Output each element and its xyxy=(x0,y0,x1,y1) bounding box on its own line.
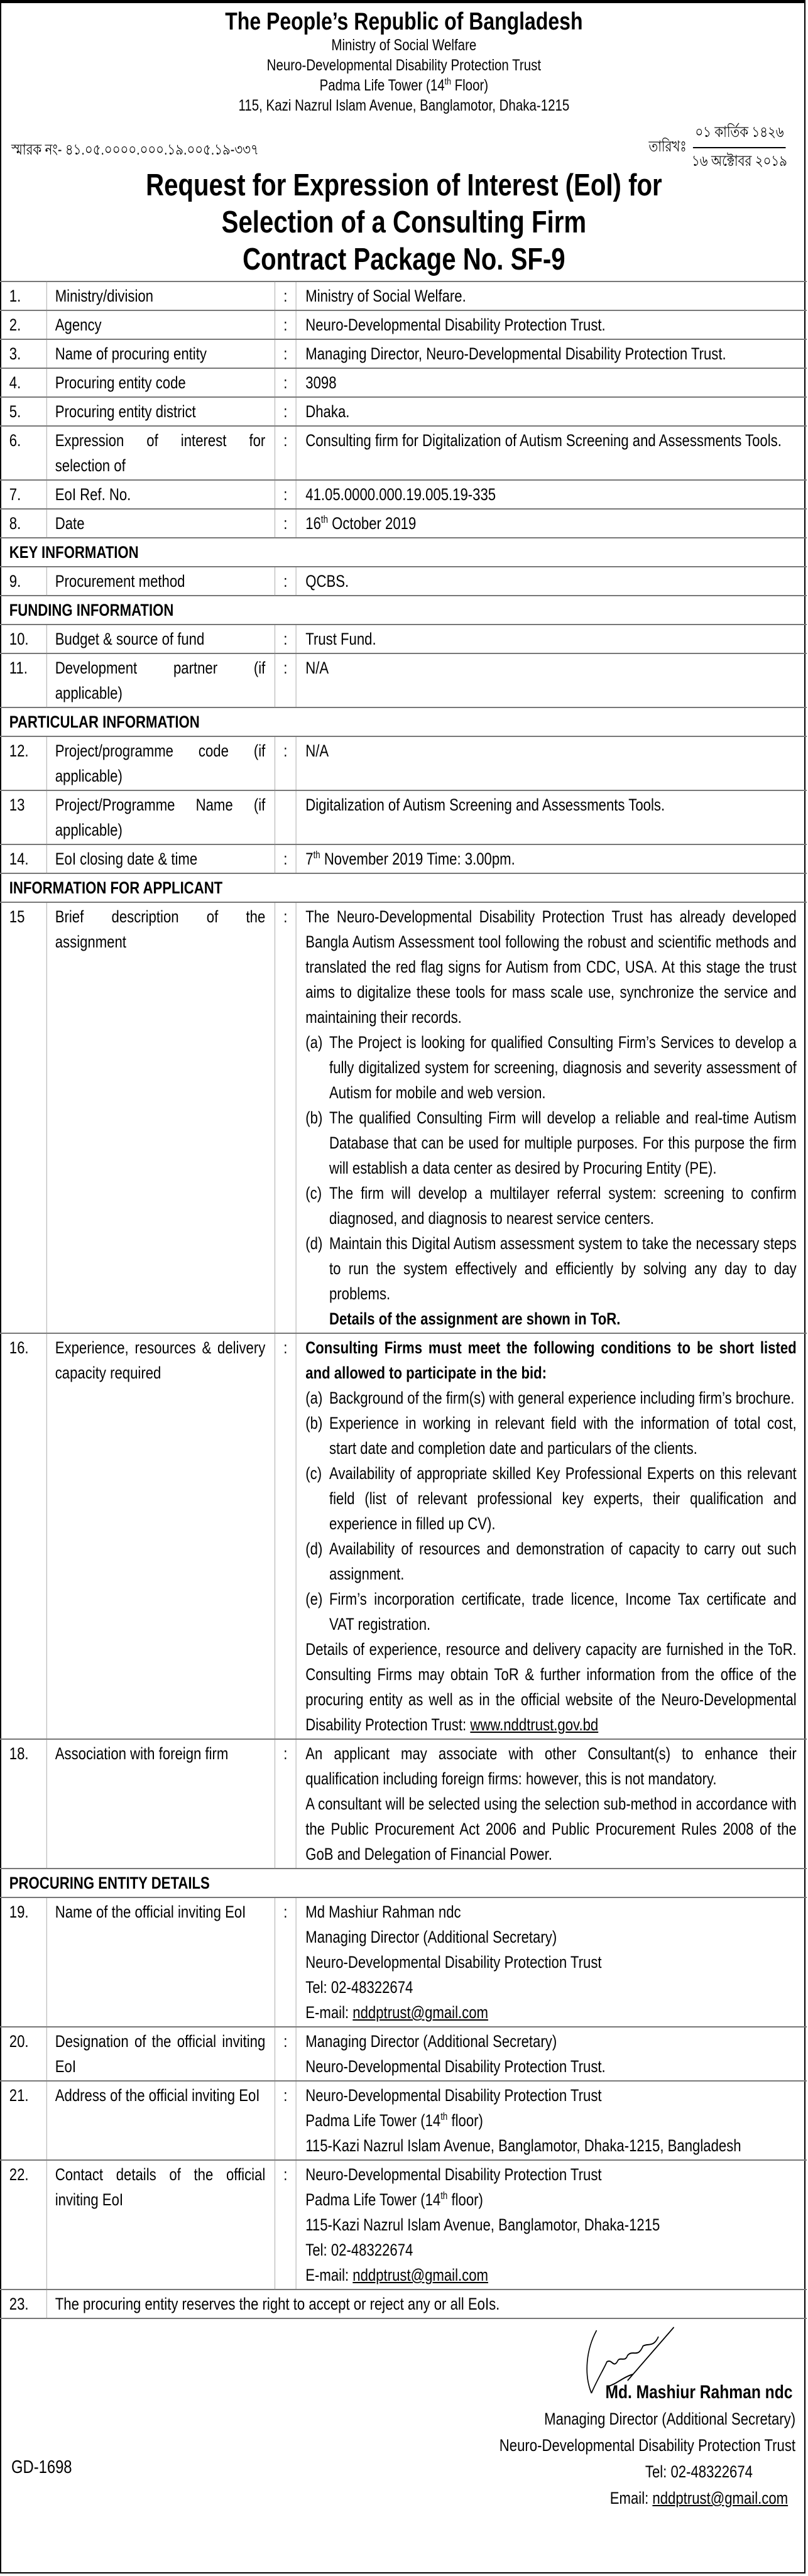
list-marker: (a) xyxy=(305,1033,323,1052)
row-value xyxy=(296,2160,807,2289)
list-item xyxy=(305,1030,796,1105)
section-header-row xyxy=(0,873,807,902)
row-label: Agency xyxy=(46,310,275,339)
colon xyxy=(275,790,296,844)
row-number: 1. xyxy=(0,281,46,310)
text: Consulting firm for Digitalization of Autism Screening and Assessments Tools. xyxy=(305,431,782,450)
table-row xyxy=(0,625,807,653)
row-number: 22. xyxy=(0,2160,46,2289)
text: Maintain this Digital Autism assessment system to take the necessary steps to run the system effectively and efficiently by solving any day to day problems. xyxy=(329,1234,797,1303)
colon: : xyxy=(275,310,296,339)
paragraph xyxy=(305,312,796,337)
row-value xyxy=(296,2081,807,2160)
paragraph xyxy=(305,792,796,817)
page-title xyxy=(0,167,808,278)
paragraph xyxy=(305,2083,796,2108)
list-marker: (e) xyxy=(305,1590,323,1608)
row-label: Date xyxy=(46,509,275,538)
list-marker: (b) xyxy=(305,1108,323,1127)
list-item xyxy=(305,1385,796,1411)
row-label: Name of the official inviting EoI xyxy=(46,1897,275,2027)
colon: : xyxy=(275,368,296,397)
paragraph xyxy=(305,1637,796,1737)
paragraph xyxy=(305,2162,796,2187)
email-link[interactable]: nddptrust@gmail.com xyxy=(652,2489,789,2508)
colon: : xyxy=(275,1739,296,1869)
paragraph xyxy=(305,2237,796,2262)
text: Managing Director (Additional Secretary) xyxy=(305,1928,557,1946)
paragraph xyxy=(305,2187,796,2212)
superscript: th xyxy=(440,2190,448,2202)
text: Availability of resources and demonstration of capacity to carry out such assignment. xyxy=(329,1539,797,1583)
section-title: FUNDING INFORMATION xyxy=(0,596,807,625)
text: 115-Kazi Nazrul Islam Avenue, Banglamotor, Dhaka-1215 xyxy=(305,2215,660,2234)
title-line-2: Selection of a Consulting Firm xyxy=(221,205,587,239)
text: 16 xyxy=(305,514,321,533)
trust-name: Neuro-Developmental Disability Protection Trust xyxy=(266,57,542,74)
table-row xyxy=(0,480,807,509)
row-number: 4. xyxy=(0,368,46,397)
row-number: 6. xyxy=(0,426,46,480)
paragraph xyxy=(305,482,796,507)
section-header-row xyxy=(0,707,807,736)
row-value xyxy=(296,1897,807,2027)
table-row xyxy=(0,1739,807,1869)
text: 7 xyxy=(305,849,314,868)
text: Ministry of Social Welfare. xyxy=(305,287,466,305)
row-value xyxy=(296,509,807,538)
row-value xyxy=(296,368,807,397)
colon: : xyxy=(275,426,296,480)
paragraph xyxy=(305,399,796,424)
reference-row xyxy=(0,116,808,171)
row-number: 18. xyxy=(0,1739,46,1869)
list-item xyxy=(305,1181,796,1231)
paragraph xyxy=(305,2133,796,2158)
date-bangla: ০১ কার্তিক ১৪২৬ xyxy=(693,119,786,148)
row-number: 9. xyxy=(0,567,46,596)
row-number: 15 xyxy=(0,902,46,1333)
row-label: Procuring entity district xyxy=(46,397,275,426)
row-label: Address of the official inviting EoI xyxy=(46,2081,275,2160)
colon: : xyxy=(275,509,296,538)
table-row xyxy=(0,310,807,339)
table-row xyxy=(0,844,807,873)
row-label: EoI closing date & time xyxy=(46,844,275,873)
email-label: Email: xyxy=(609,2489,653,2508)
signatory-name: Md. Mashiur Rahman ndc xyxy=(605,2382,793,2403)
text: E-mail: xyxy=(305,2003,353,2022)
row-value xyxy=(296,1333,807,1739)
building-sup: th xyxy=(444,76,451,87)
list-item-text xyxy=(329,1411,797,1461)
table-row xyxy=(0,790,807,844)
row-number: 13 xyxy=(0,790,46,844)
colon: : xyxy=(275,397,296,426)
row-number: 23. xyxy=(0,2289,46,2318)
section-title: PARTICULAR INFORMATION xyxy=(0,707,807,736)
row-number: 12. xyxy=(0,736,46,790)
row-value xyxy=(296,310,807,339)
row-number: 19. xyxy=(0,1897,46,2027)
text: floor) xyxy=(447,2111,483,2130)
paragraph xyxy=(305,511,796,536)
colon: : xyxy=(275,902,296,1333)
paragraph xyxy=(305,1899,796,1924)
row-label: Ministry/division xyxy=(46,281,275,310)
paragraph xyxy=(305,2029,796,2054)
list-item xyxy=(305,1461,796,1536)
table-row xyxy=(0,567,807,596)
text: A consultant will be selected using the selection sub-method in accordance with the Public Procurement Act 2006 and Public Procurement Rules 2008 of the GoB and Delegation of Financial Power. xyxy=(305,1794,797,1864)
table-row xyxy=(0,509,807,538)
text: Details of the assignment are shown in ToR. xyxy=(329,1309,621,1328)
row-label: Association with foreign firm xyxy=(46,1739,275,1869)
row-value xyxy=(296,625,807,653)
row-value xyxy=(296,397,807,426)
row-number: 2. xyxy=(0,310,46,339)
text: Managing Director, Neuro-Developmental Disability Protection Trust. xyxy=(305,344,726,363)
row-label: Procuring entity code xyxy=(46,368,275,397)
row-number: 5. xyxy=(0,397,46,426)
list-marker: (d) xyxy=(305,1234,323,1253)
table-row xyxy=(0,1333,807,1739)
colon: : xyxy=(275,1897,296,2027)
building-end: Floor) xyxy=(450,77,489,94)
text: Neuro-Developmental Disability Protection Trust xyxy=(305,2086,602,2105)
row-label: Project/programme code (if applicable) xyxy=(46,736,275,790)
table-row xyxy=(0,397,807,426)
paragraph xyxy=(305,655,796,680)
row-number: 21. xyxy=(0,2081,46,2160)
list-item-text xyxy=(329,1461,797,1536)
list-item xyxy=(305,1586,796,1637)
row-label: Procurement method xyxy=(46,567,275,596)
text: Dhaka. xyxy=(305,402,350,421)
row-value xyxy=(296,653,807,707)
list-item-text xyxy=(329,1231,797,1306)
list-item-text xyxy=(329,1536,797,1586)
text: 3098 xyxy=(305,373,337,392)
row-value xyxy=(296,902,807,1333)
text: Trust Fund. xyxy=(305,630,376,648)
row-label: Experience, resources & delivery capacity required xyxy=(46,1333,275,1739)
row-label: Development partner (if applicable) xyxy=(46,653,275,707)
row-value xyxy=(296,1739,807,1869)
signatory xyxy=(500,2379,795,2511)
list-item-text xyxy=(329,1181,797,1231)
list-marker: (a) xyxy=(305,1389,323,1407)
row-value xyxy=(296,480,807,509)
colon: : xyxy=(275,281,296,310)
text: Availability of appropriate skilled Key Professional Experts on this relevant field (list of relevant professional key experts, their qualification and experience in filled up CV). xyxy=(329,1464,797,1533)
eoi-table xyxy=(0,281,807,2319)
row-number: 14. xyxy=(0,844,46,873)
table-row xyxy=(0,2289,807,2318)
paragraph xyxy=(305,1950,796,1975)
paragraph xyxy=(305,370,796,395)
paragraph xyxy=(305,283,796,308)
paragraph xyxy=(305,904,796,1030)
row-value xyxy=(296,736,807,790)
table-row xyxy=(0,368,807,397)
superscript: th xyxy=(320,514,328,525)
table-row xyxy=(0,736,807,790)
text: floor) xyxy=(447,2190,483,2209)
list-item xyxy=(305,1411,796,1461)
paragraph xyxy=(305,1741,796,1791)
paragraph xyxy=(305,2212,796,2237)
table-row xyxy=(0,2027,807,2081)
row-label: Project/Programme Name (if applicable) xyxy=(46,790,275,844)
colon: : xyxy=(275,844,296,873)
list-item-text xyxy=(329,1105,797,1181)
superscript: th xyxy=(313,849,320,861)
colon: : xyxy=(275,2160,296,2289)
superscript: th xyxy=(440,2111,448,2122)
text: Neuro-Developmental Disability Protection Trust. xyxy=(305,2057,606,2076)
text: Neuro-Developmental Disability Protection Trust xyxy=(305,2165,602,2184)
paragraph xyxy=(305,2108,796,2133)
text: Details of experience, resource and delivery capacity are furnished in the ToR. Consulting Firms may obtain ToR & further information from the office of the procuring entity as well as in the official website of the Neuro-Developmental Disability Protection Trust: xyxy=(305,1640,797,1734)
gd-code: GD-1698 xyxy=(11,2457,72,2477)
text: Consulting Firms must meet the following conditions to be short listed and allowed to participate in the bid: xyxy=(305,1338,797,1382)
country-title: The People’s Republic of Bangladesh xyxy=(225,8,583,35)
list-item xyxy=(305,1105,796,1181)
link[interactable]: nddptrust@gmail.com xyxy=(352,2266,488,2284)
row-value xyxy=(296,844,807,873)
text: The firm will develop a multilayer referral system: screening to confirm diagnosed, and diagnosis to nearest service centers. xyxy=(329,1184,797,1228)
list-item xyxy=(305,1536,796,1586)
text: An applicant may associate with other Consultant(s) to enhance their qualification including foreign firms: however, this is not mandatory. xyxy=(305,1744,797,1788)
paragraph xyxy=(305,846,796,871)
text: N/A xyxy=(305,658,329,677)
section-title: INFORMATION FOR APPLICANT xyxy=(0,873,807,902)
row-number: 3. xyxy=(0,339,46,368)
row-label: Expression of interest for selection of xyxy=(46,426,275,480)
date-gregorian: ১৬ অক্টোবর ২০১৯ xyxy=(692,153,787,170)
row-value xyxy=(296,281,807,310)
row-value xyxy=(296,426,807,480)
link[interactable]: nddptrust@gmail.com xyxy=(352,2003,488,2022)
row-label: Budget & source of fund xyxy=(46,625,275,653)
signatory-org: Neuro-Developmental Disability Protection Trust xyxy=(499,2436,796,2455)
ministry-name: Ministry of Social Welfare xyxy=(331,36,477,54)
table-row xyxy=(0,281,807,310)
paragraph xyxy=(305,1924,796,1950)
list-item-text xyxy=(329,1385,797,1411)
list-item-text xyxy=(329,1586,797,1637)
list-item-text xyxy=(329,1030,797,1105)
table-row xyxy=(0,653,807,707)
text: Neuro-Developmental Disability Protection Trust. xyxy=(305,315,606,334)
link[interactable]: www.nddtrust.gov.bd xyxy=(470,1715,599,1734)
row-number: 20. xyxy=(0,2027,46,2081)
memo-date xyxy=(648,119,789,176)
letterhead xyxy=(0,0,808,116)
row-value xyxy=(296,339,807,368)
row-value xyxy=(296,790,807,844)
text: The qualified Consulting Firm will develop a reliable and real-time Autism Database that can be used for multiple purposes. For this purpose the firm will establish a data center as desired by Procuring Entity (PE). xyxy=(329,1108,797,1177)
list-marker: (c) xyxy=(305,1464,322,1483)
text: November 2019 Time: 3.00pm. xyxy=(320,849,515,868)
colon: : xyxy=(275,1333,296,1739)
text: Neuro-Developmental Disability Protection Trust xyxy=(305,1953,602,1972)
table-row xyxy=(0,2160,807,2289)
table-row xyxy=(0,1897,807,2027)
text: 41.05.0000.000.19.005.19-335 xyxy=(305,485,496,504)
colon: : xyxy=(275,567,296,596)
text: Tel: 02-48322674 xyxy=(305,2240,413,2259)
row-number: 10. xyxy=(0,625,46,653)
colon: : xyxy=(275,480,296,509)
list-marker: (b) xyxy=(305,1414,323,1433)
text: E-mail: xyxy=(305,2266,353,2284)
table-row xyxy=(0,902,807,1333)
row-number: 8. xyxy=(0,509,46,538)
signatory-designation: Managing Director (Additional Secretary) xyxy=(544,2410,796,2428)
row-text: The procuring entity reserves the right to accept or reject any or all EoIs. xyxy=(46,2289,807,2318)
date-label: তারিখঃ xyxy=(648,138,687,155)
row-value xyxy=(296,567,807,596)
text: October 2019 xyxy=(327,514,417,533)
paragraph xyxy=(305,1975,796,2000)
building xyxy=(0,75,808,96)
paragraph xyxy=(305,428,796,453)
text: 115-Kazi Nazrul Islam Avenue, Banglamotor, Dhaka-1215, Bangladesh xyxy=(305,2136,741,2155)
title-line-3: Contract Package No. SF-9 xyxy=(243,243,565,276)
text: Background of the firm(s) with general experience including firm’s brochure. xyxy=(329,1389,795,1407)
row-label: Name of procuring entity xyxy=(46,339,275,368)
row-number: 16. xyxy=(0,1333,46,1739)
text: QCBS. xyxy=(305,572,349,591)
colon: : xyxy=(275,2027,296,2081)
text: The Neuro-Developmental Disability Protection Trust has already developed Bangla Autism Assessment tool following the robust and scientific methods and translated the red flag signs for Autism from CDC, USA. At this stage the trust aims to digitalize these tools for mass scale use, synchronize the service and maintaining their records. xyxy=(305,907,797,1027)
building-text: Padma Life Tower (14 xyxy=(319,77,445,94)
list-marker: (c) xyxy=(305,1184,322,1203)
row-label: Brief description of the assignment xyxy=(46,902,275,1333)
list-item xyxy=(305,1231,796,1306)
text: Digitalization of Autism Screening and Assessments Tools. xyxy=(305,795,665,814)
section-header-row xyxy=(0,596,807,625)
paragraph xyxy=(305,2054,796,2079)
paragraph xyxy=(305,2262,796,2288)
paragraph xyxy=(305,2000,796,2025)
table-row xyxy=(0,426,807,480)
list-marker: (d) xyxy=(305,1539,323,1558)
paragraph xyxy=(305,341,796,366)
text: Padma Life Tower (14 xyxy=(305,2111,441,2130)
paragraph xyxy=(305,738,796,763)
colon: : xyxy=(275,339,296,368)
section-title: KEY INFORMATION xyxy=(0,538,807,567)
row-number: 11. xyxy=(0,653,46,707)
row-label: Designation of the official inviting EoI xyxy=(46,2027,275,2081)
row-value xyxy=(296,2027,807,2081)
text: Managing Director (Additional Secretary) xyxy=(305,2032,557,2051)
paragraph xyxy=(305,626,796,652)
colon: : xyxy=(275,736,296,790)
memo-number: স্মারক নং- ৪১.০৫.০০০০.০০০.১৯.০০৫.১৯-৩৩৭ xyxy=(11,141,259,158)
colon: : xyxy=(275,2081,296,2160)
row-number: 7. xyxy=(0,480,46,509)
text: Experience in working in relevant field with the information of total cost, start date and completion date and particulars of the clients. xyxy=(329,1414,797,1458)
section-header-row xyxy=(0,538,807,567)
text: Firm’s incorporation certificate, trade licence, Income Tax certificate and VAT registration. xyxy=(329,1590,797,1634)
paragraph xyxy=(305,1335,796,1385)
text: The Project is looking for qualified Consulting Firm’s Services to develop a fully digitalized system for screening, diagnosis and severity assessment of Autism for mobile and web version. xyxy=(329,1033,797,1102)
signature-block xyxy=(0,2319,808,2508)
table-row xyxy=(0,2081,807,2160)
text: Tel: 02-48322674 xyxy=(305,1978,413,1997)
title-line-1: Request for Expression of Interest (EoI) for xyxy=(146,168,662,202)
text: Padma Life Tower (14 xyxy=(305,2190,441,2209)
text: N/A xyxy=(305,741,329,760)
text: Md Mashiur Rahman ndc xyxy=(305,1902,461,1921)
section-header-row xyxy=(0,1869,807,1897)
row-label: EoI Ref. No. xyxy=(46,480,275,509)
row-label: Contact details of the official inviting EoI xyxy=(46,2160,275,2289)
colon: : xyxy=(275,625,296,653)
table-row xyxy=(0,339,807,368)
paragraph xyxy=(305,569,796,594)
colon: : xyxy=(275,653,296,707)
signatory-tel: Tel: 02-48322674 xyxy=(645,2462,753,2481)
paragraph xyxy=(305,1306,796,1331)
address: 115, Kazi Nazrul Islam Avenue, Banglamotor, Dhaka-1215 xyxy=(238,97,570,114)
section-title: PROCURING ENTITY DETAILS xyxy=(0,1869,807,1897)
paragraph xyxy=(305,1791,796,1867)
